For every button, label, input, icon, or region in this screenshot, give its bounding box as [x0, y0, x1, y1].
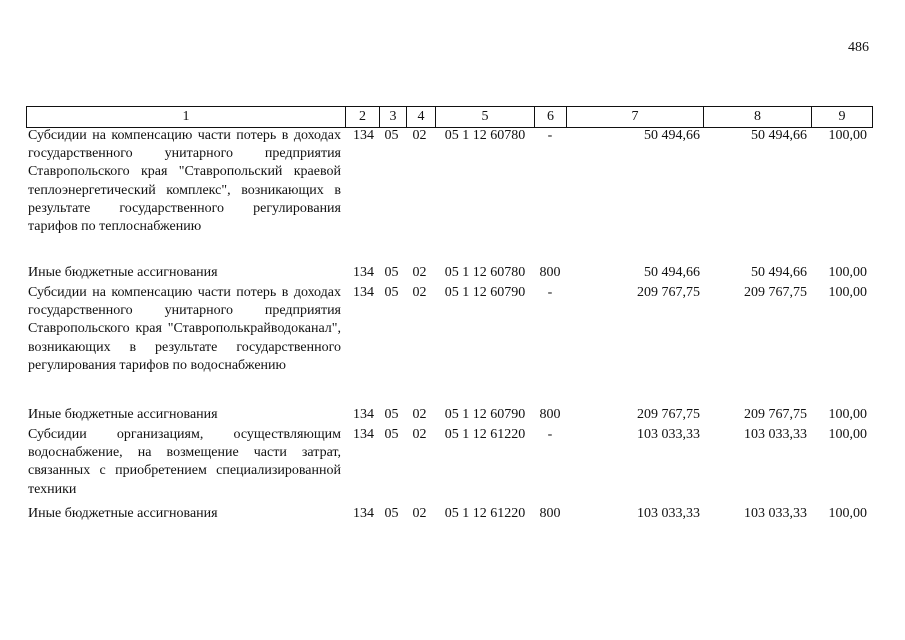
row-code-5: 05 1 12 61220	[444, 427, 526, 442]
row-code-3: 05	[384, 506, 399, 521]
row-amount-7: 103 033,33	[637, 427, 700, 442]
row-code-5: 05 1 12 60780	[444, 265, 526, 280]
row-code-2: 134	[353, 506, 374, 521]
row-code-3: 05	[384, 427, 399, 442]
row-code-6: 800	[539, 506, 561, 521]
header-cell-8: 8	[754, 109, 761, 124]
header-cell-5: 5	[481, 109, 489, 124]
header-cell-9: 9	[838, 109, 846, 124]
row-percent-9: 100,00	[828, 285, 867, 300]
row-code-2: 134	[353, 407, 374, 422]
row-code-4: 02	[412, 285, 427, 300]
row-description: Субсидии на компенсацию части потерь в доходах государственного унитарного предприятия Ставропольского края "Ставропольский краевой теплоэнергетический комплекс", возникающих в результате государственного регулирования тарифов по теплоснабжению	[28, 128, 341, 235]
row-code-2: 134	[353, 265, 374, 280]
row-amount-7: 50 494,66	[644, 128, 700, 143]
row-amount-7: 50 494,66	[644, 265, 700, 280]
row-code-3: 05	[384, 285, 399, 300]
row-code-4: 02	[412, 506, 427, 521]
row-percent-9: 100,00	[828, 427, 867, 442]
row-code-6: 800	[539, 407, 561, 422]
row-code-3: 05	[384, 128, 399, 143]
header-cell-1: 1	[182, 109, 190, 124]
row-description: Иные бюджетные ассигнования	[28, 506, 218, 521]
row-amount-8: 50 494,66	[751, 265, 807, 280]
row-description: Иные бюджетные ассигнования	[28, 265, 218, 280]
row-code-3: 05	[384, 265, 399, 280]
row-code-4: 02	[412, 128, 427, 143]
header-cell-2: 2	[359, 109, 366, 124]
row-code-6: -	[547, 128, 553, 143]
row-code-5: 05 1 12 61220	[444, 506, 526, 521]
row-code-2: 134	[353, 285, 374, 300]
row-amount-7: 209 767,75	[637, 285, 700, 300]
header-cell-3: 3	[389, 109, 397, 124]
header-cell-4: 4	[417, 109, 425, 124]
row-amount-8: 209 767,75	[744, 407, 807, 422]
row-code-6: 800	[539, 265, 561, 280]
page-number: 486	[848, 40, 869, 55]
row-amount-8: 103 033,33	[744, 506, 807, 521]
header-cell-6: 6	[547, 109, 554, 124]
row-percent-9: 100,00	[828, 506, 867, 521]
table-header	[26, 106, 873, 128]
row-amount-8: 103 033,33	[744, 427, 807, 442]
header-cell-7: 7	[631, 109, 639, 124]
row-description: Субсидии организациям, осуществляющим водоснабжение, на возмещение части затрат, связанных с приобретением специализированной техники	[28, 427, 341, 497]
row-code-5: 05 1 12 60790	[444, 285, 526, 300]
row-description: Иные бюджетные ассигнования	[28, 407, 218, 422]
row-amount-7: 103 033,33	[637, 506, 700, 521]
row-description: Субсидии на компенсацию части потерь в доходах государственного унитарного предприятия Ставропольского края "Ставрополькрайводоканал", возникающих в результате государственного регулирования тарифов по водоснабжению	[28, 285, 341, 373]
row-code-3: 05	[384, 407, 399, 422]
row-code-2: 134	[353, 427, 374, 442]
row-amount-8: 209 767,75	[744, 285, 807, 300]
row-percent-9: 100,00	[828, 407, 867, 422]
row-code-6: -	[547, 285, 553, 300]
row-code-4: 02	[412, 407, 427, 422]
row-code-6: -	[547, 427, 553, 442]
row-code-4: 02	[412, 427, 427, 442]
row-code-2: 134	[353, 128, 374, 143]
row-percent-9: 100,00	[828, 265, 867, 280]
row-code-5: 05 1 12 60780	[444, 128, 526, 143]
row-amount-7: 209 767,75	[637, 407, 700, 422]
row-amount-8: 50 494,66	[751, 128, 807, 143]
row-code-5: 05 1 12 60790	[444, 407, 526, 422]
row-percent-9: 100,00	[828, 128, 867, 143]
row-code-4: 02	[412, 265, 427, 280]
